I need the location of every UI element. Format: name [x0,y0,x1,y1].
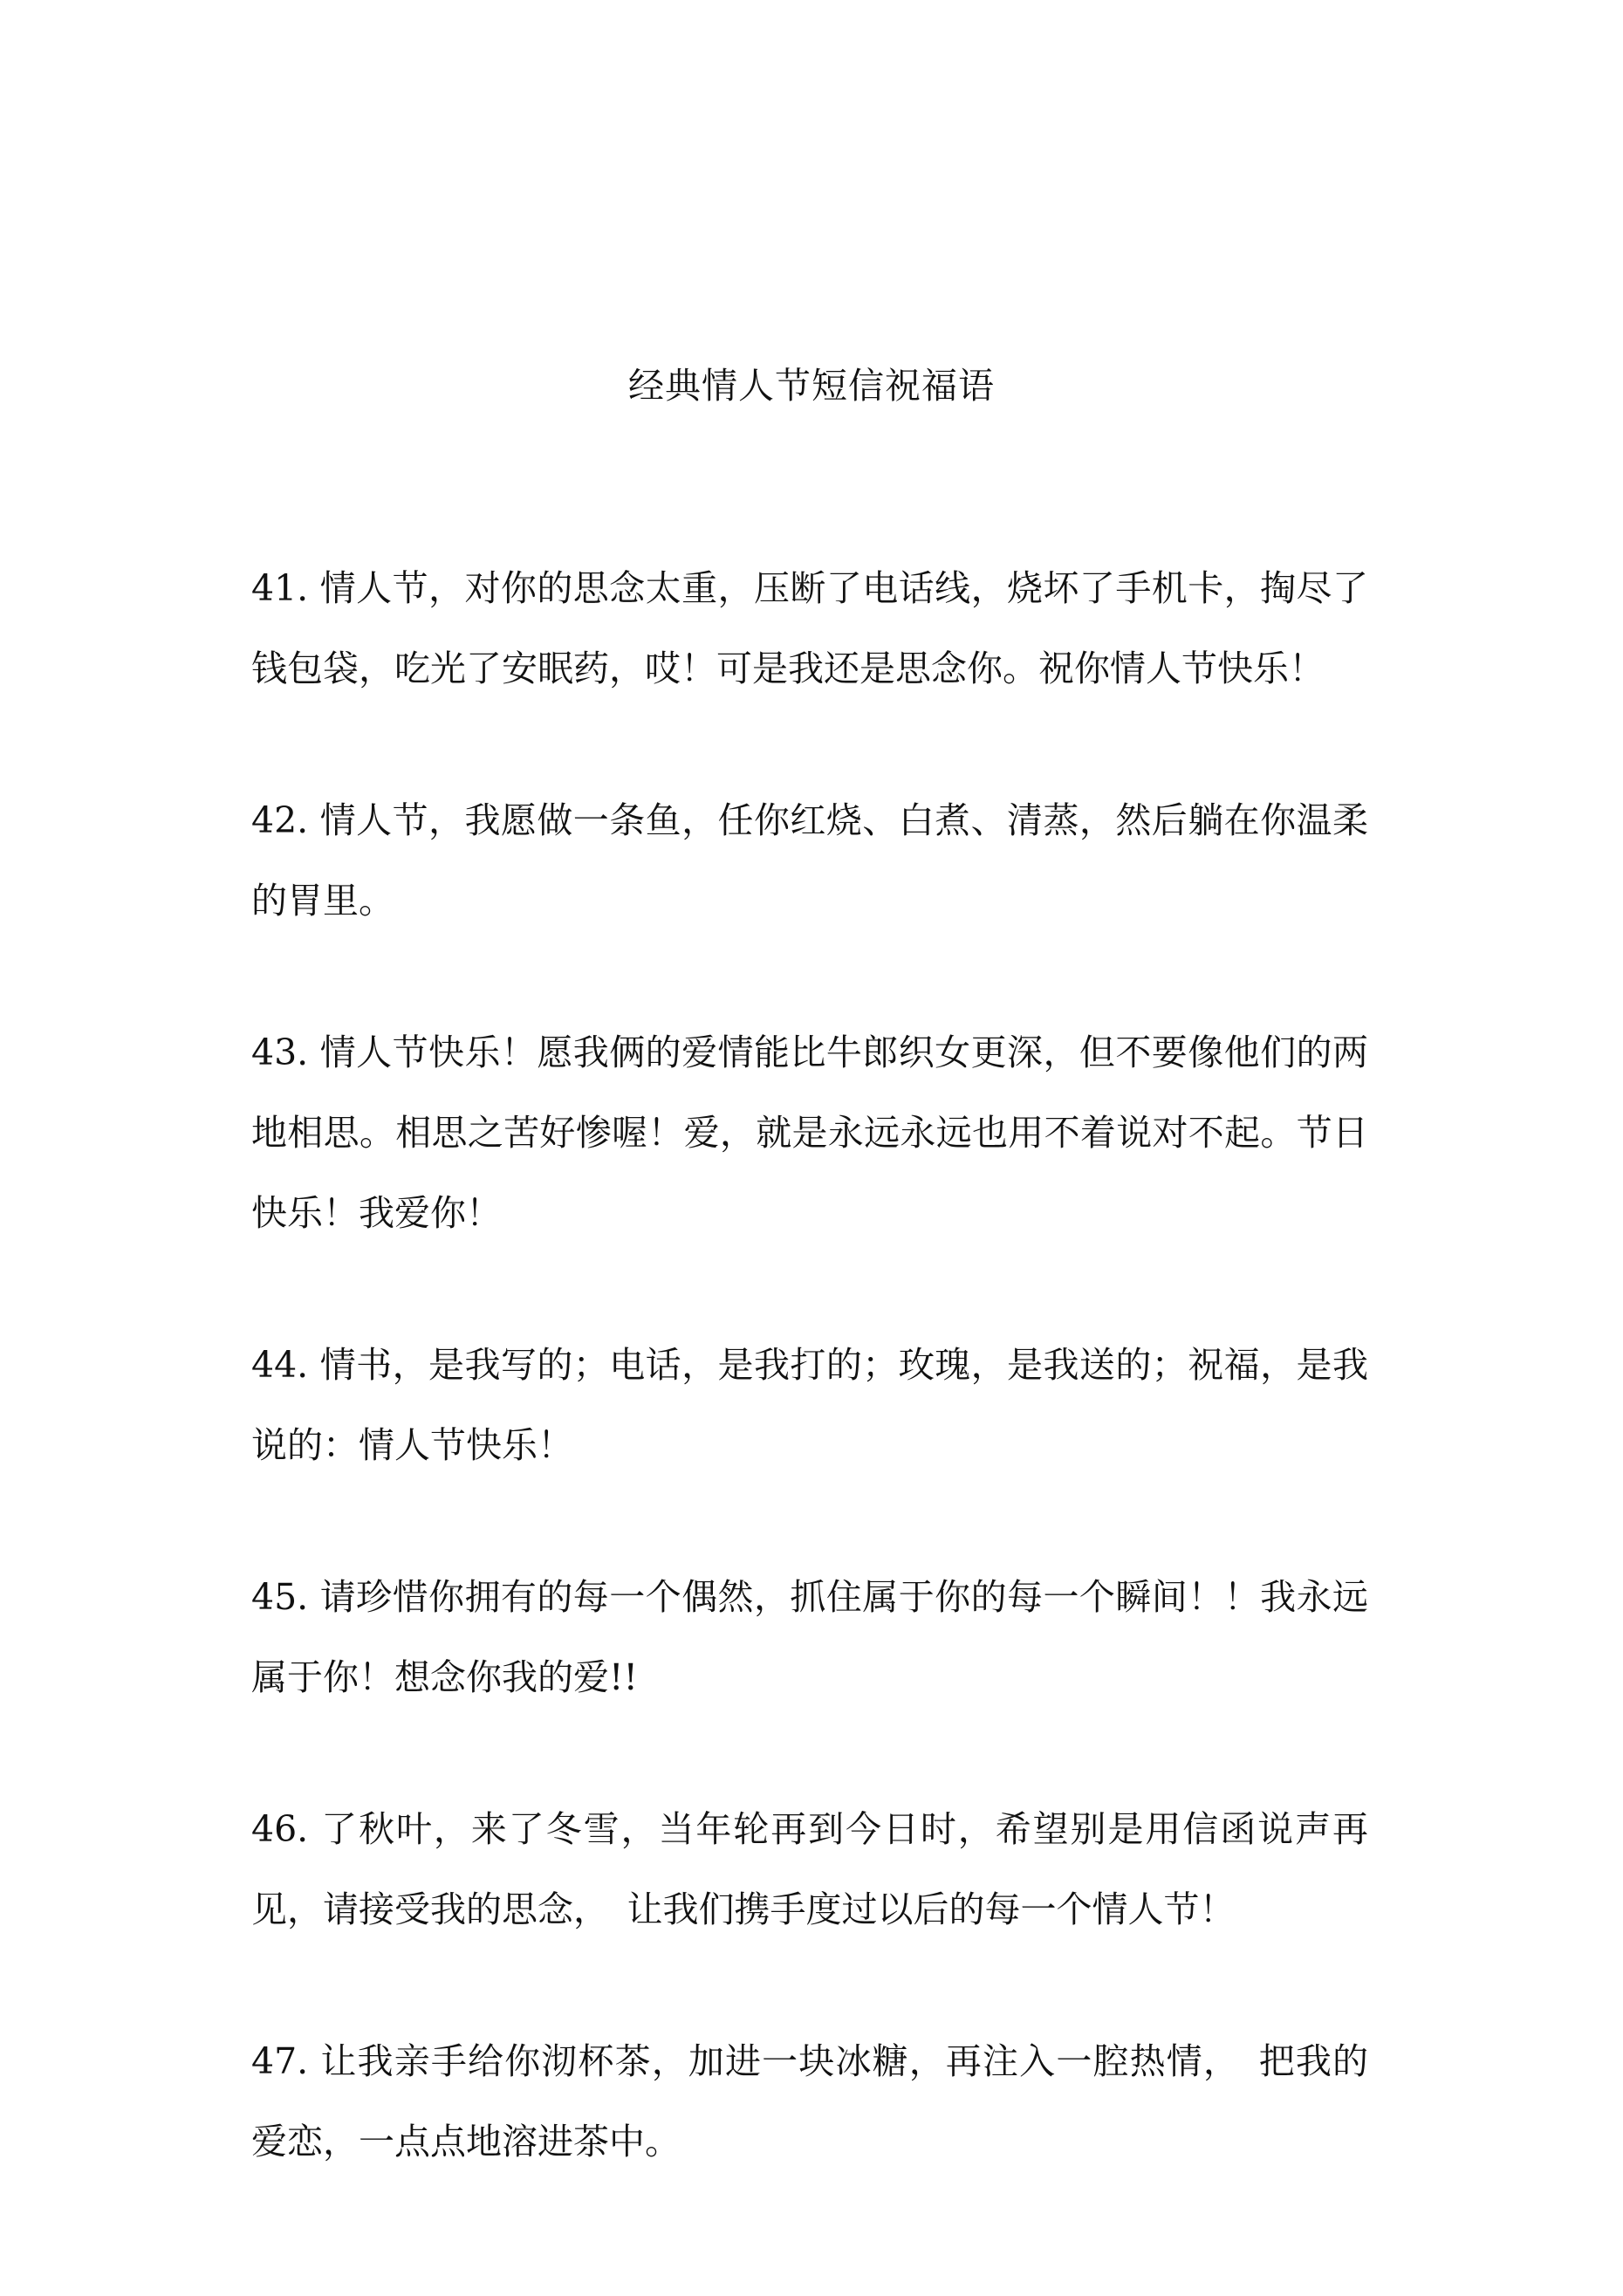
entry-text: 请珍惜你拥有的每一个偶然，抓住属于你的每一个瞬间！！我永远属于你！想念你我的爱!! [251,1576,1368,1698]
entry-number: 43. [251,1031,309,1073]
entry-number: 46. [251,1808,309,1850]
list-item [251,780,1368,941]
entry-text: 让我亲手给你沏杯茶，加进一块冰糖，再注入一腔热情， 把我的爱恋，一点点地溶进茶中。 [251,2040,1368,2162]
entry-text: 情人节，我愿做一条鱼，任你红烧、白煮、清蒸，然后躺在你温柔的胃里。 [251,799,1368,922]
entry-list [251,548,1368,2253]
entry-number: 44. [251,1344,309,1386]
list-item [251,1557,1368,1717]
list-item [251,1012,1368,1253]
list-item [251,548,1368,709]
entry-number: 41. [251,567,309,609]
list-item [251,2021,1368,2182]
entry-text: 情人节快乐！愿我俩的爱情能比牛郎织女更深，但不要像他们的两地相思。相思之苦好惨喔！爱，就是永远永远也用不着说对不起。节日快乐！我爱你！ [251,1031,1368,1234]
list-item [251,1789,1368,1950]
entry-number: 42. [251,799,309,841]
document-title: 经典情人节短信祝福语 [628,365,995,407]
entry-text: 了秋叶，来了冬雪，当年轮再到今日时，希望别是用信函说声再见，请接受我的思念， 让我们携手度过以后的每一个情人节！ [251,1808,1368,1930]
entry-number: 45. [251,1576,309,1618]
list-item [251,1325,1368,1485]
entry-text: 情书，是我写的；电话，是我打的；玫瑰，是我送的；祝福，是我说的：情人节快乐！ [251,1344,1368,1466]
entry-number: 47. [251,2040,309,2082]
entry-text: 情人节，对你的思念太重，压断了电话线，烧坏了手机卡，掏尽了钱包袋，吃光了安眠药，哎！可是我还是思念你。祝你情人节快乐！ [251,567,1368,689]
